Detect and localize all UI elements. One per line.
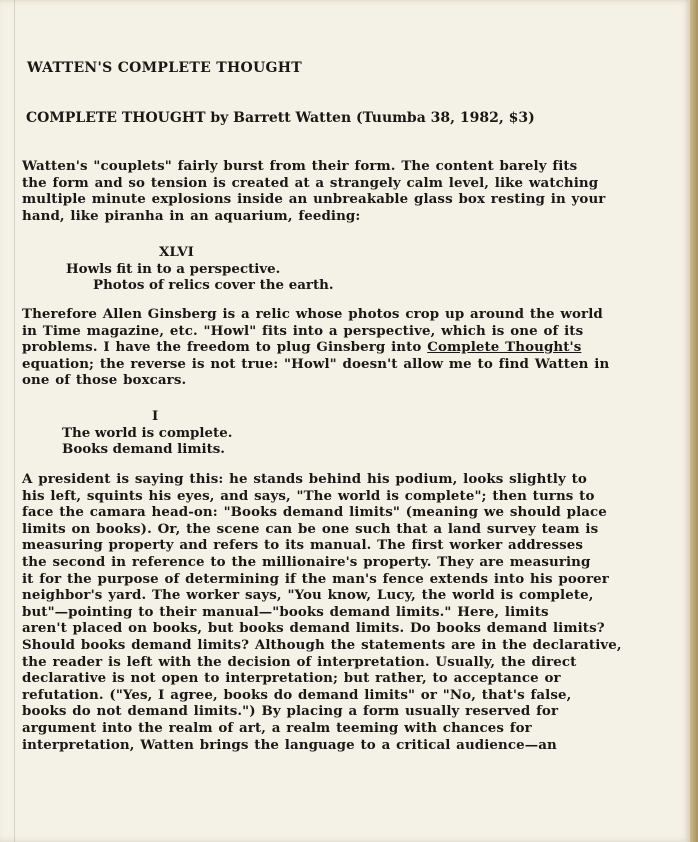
page-edge <box>690 0 698 842</box>
text-line: multiple minute explosions inside an unbreakable glass box resting in your <box>22 191 606 208</box>
text-line: it for the purpose of determining if the man's fence extends into his poorer <box>22 570 609 587</box>
poem-line: Books demand limits. <box>62 441 225 458</box>
text-line: one of those boxcars. <box>22 372 187 389</box>
underlined-title: Complete Thought's <box>427 339 582 356</box>
paragraph-1 <box>22 158 662 224</box>
paragraph-3 <box>22 471 672 753</box>
article-heading: WATTEN'S COMPLETE THOUGHT <box>27 60 302 76</box>
text-line: books do not demand limits.") By placing a form usually reserved for <box>22 703 559 720</box>
text-line: hand, like piranha in an aquarium, feeding: <box>22 207 361 224</box>
text-line: Watten's "couplets" fairly burst from their form. The content barely fits <box>22 158 578 174</box>
text-line: Therefore Allen Ginsberg is a relic whose photos crop up around the world <box>22 306 603 322</box>
text-line: the form and so tension is created at a strangely calm level, like watching <box>22 174 599 191</box>
text-line: his left, squints his eyes, and says, "The world is complete"; then turns to <box>22 487 595 504</box>
poem-excerpt-2 <box>62 408 232 458</box>
text-line: limits on books). Or, the scene can be one such that a land survey team is <box>22 520 599 537</box>
text-line: equation; the reverse is not true: "Howl" doesn't allow me to find Watten in <box>22 355 610 372</box>
poem-line: The world is complete. <box>62 424 233 441</box>
text-line: in Time magazine, etc. "Howl" fits into a perspective, which is one of its <box>22 322 584 339</box>
poem-numeral: I <box>152 408 159 424</box>
text-fragment: problems. I have the freedom to plug Ginsberg into <box>22 339 428 356</box>
text-line: argument into the realm of art, a realm teeming with chances for <box>22 719 532 736</box>
text-line: Should books demand limits? Although the statements are in the declarative, <box>22 636 622 653</box>
text-line: the second in reference to the millionaire's property. They are measuring <box>22 553 591 570</box>
book-citation: COMPLETE THOUGHT by Barrett Watten (Tuumba 38, 1982, $3) <box>26 110 535 126</box>
text-line <box>22 339 662 356</box>
paragraph-2 <box>22 306 662 389</box>
text-line: aren't placed on books, but books demand limits. Do books demand limits? <box>22 620 605 637</box>
poem-line: Photos of relics cover the earth. <box>93 277 334 294</box>
text-line: declarative is not open to interpretation; but rather, to acceptance or <box>22 670 561 687</box>
text-line: but"—pointing to their manual—"books demand limits." Here, limits <box>22 603 549 620</box>
page-fold-line <box>14 0 15 842</box>
text-line: face the camara head-on: "Books demand limits" (meaning we should place <box>22 504 607 521</box>
text-line: measuring property and refers to its manual. The first worker addresses <box>22 537 584 554</box>
text-line: neighbor's yard. The worker says, "You know, Lucy, the world is complete, <box>22 587 594 604</box>
text-line: interpretation, Watten brings the language to a critical audience—an <box>22 736 557 753</box>
text-line: refutation. ("Yes, I agree, books do demand limits" or "No, that's false, <box>22 686 572 703</box>
poem-excerpt-1 <box>66 244 334 294</box>
text-line: the reader is left with the decision of interpretation. Usually, the direct <box>22 653 577 670</box>
poem-line: Howls fit in to a perspective. <box>66 260 281 277</box>
poem-numeral: XLVI <box>159 244 194 260</box>
text-line: A president is saying this: he stands behind his podium, looks slightly to <box>22 471 587 487</box>
